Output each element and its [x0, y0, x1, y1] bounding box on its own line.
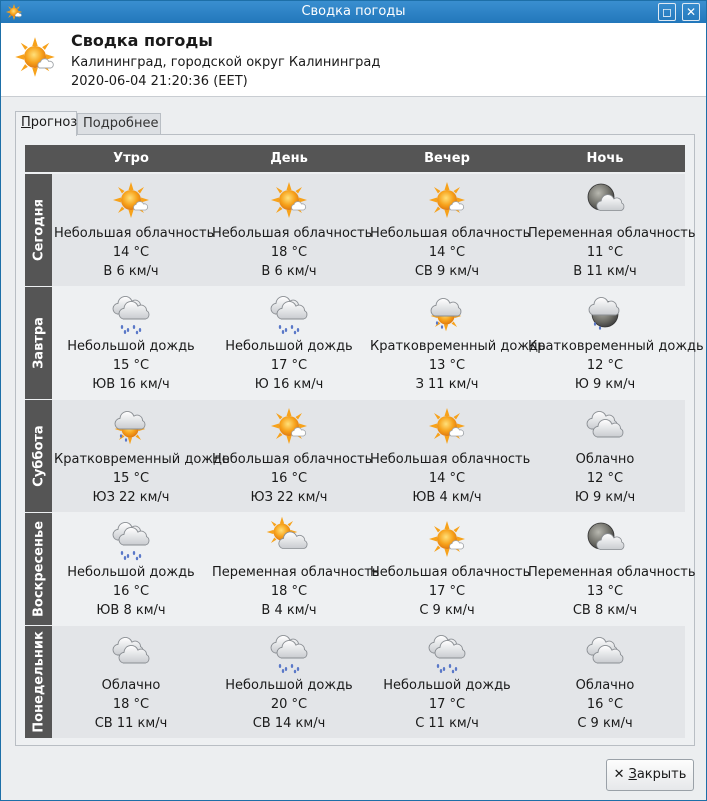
forecast-cell-night — [526, 400, 684, 512]
tab-details[interactable]: Подробнее — [77, 113, 161, 135]
window-close-button[interactable]: ✕ — [682, 3, 700, 21]
condition-label: Небольшая облачность — [212, 452, 373, 467]
temperature-label: 16 °C — [586, 697, 624, 712]
sun-few-clouds-icon — [111, 180, 151, 220]
wind-label: Ю 9 км/ч — [574, 490, 636, 505]
condition-label: Кратковременный дождь — [370, 339, 546, 354]
forecast-row — [25, 174, 696, 286]
tab-forecast-label: рогноз — [30, 115, 78, 130]
forecast-panel — [15, 134, 704, 746]
moon-showers-icon — [585, 293, 625, 333]
forecast-cell-evening — [368, 513, 531, 625]
temperature-label: 14 °C — [428, 471, 466, 486]
wind-label: С 9 км/ч — [419, 603, 475, 618]
forecast-cell-evening — [368, 626, 526, 738]
day-label-band — [25, 287, 52, 399]
wind-label: В 6 км/ч — [103, 264, 159, 279]
wind-label: ЮЗ 22 км/ч — [250, 490, 328, 505]
close-label: акрыть — [636, 767, 687, 782]
temperature-label: 13 °C — [586, 584, 624, 599]
app-sun-icon — [5, 3, 23, 21]
day-label-band — [25, 513, 52, 625]
condition-label: Небольшой дождь — [67, 565, 195, 580]
cloud-rain-icon — [111, 293, 151, 333]
condition-label: Переменная облачность — [212, 565, 380, 580]
forecast-cell-evening — [368, 400, 531, 512]
day-label-band — [25, 626, 52, 738]
temperature-label: 18 °C — [112, 697, 150, 712]
wind-label: ЮЗ 22 км/ч — [92, 490, 170, 505]
forecast-cell-night — [526, 174, 696, 286]
condition-label: Переменная облачность — [528, 226, 696, 241]
cloudy-icon — [111, 632, 151, 672]
day-label-band — [25, 400, 52, 512]
day-label-band — [25, 174, 52, 286]
forecast-row — [25, 287, 704, 399]
day-label: Завтра — [31, 317, 46, 369]
window-title: Сводка погоды — [301, 4, 406, 19]
wind-label: Ю 9 км/ч — [574, 377, 636, 392]
close-mnemonic: З — [628, 767, 637, 782]
temperature-label: 14 °C — [428, 245, 466, 260]
title-bar[interactable] — [1, 1, 706, 23]
day-label: Суббота — [31, 425, 46, 487]
condition-label: Облачно — [101, 678, 161, 693]
condition-label: Небольшая облачность — [370, 226, 531, 241]
column-header-row — [25, 145, 685, 172]
sun-showers-icon — [427, 293, 467, 333]
moon-clouds-icon — [585, 180, 625, 220]
sun-partly-cloudy-icon — [269, 519, 309, 559]
forecast-cell-day — [210, 400, 373, 512]
forecast-cell-morning — [52, 287, 210, 399]
close-button[interactable] — [606, 759, 694, 791]
temperature-label: 15 °C — [112, 471, 150, 486]
column-header-day: День — [270, 151, 308, 166]
condition-label: Небольшой дождь — [225, 339, 353, 354]
condition-label: Облачно — [575, 678, 635, 693]
forecast-cell-morning — [52, 513, 210, 625]
temperature-label: 17 °C — [270, 358, 308, 373]
cloud-rain-icon — [427, 632, 467, 672]
location-label: Калининград, городской округ Калининград — [71, 55, 381, 70]
sun-showers-icon — [111, 406, 151, 446]
forecast-cell-night — [526, 513, 696, 625]
day-label: Понедельник — [31, 631, 46, 733]
wind-label: В 6 км/ч — [261, 264, 317, 279]
header-title: Сводка погоды — [71, 31, 213, 50]
forecast-cell-night — [526, 287, 704, 399]
forecast-cells — [52, 174, 696, 286]
wind-label: З 11 км/ч — [415, 377, 479, 392]
close-x-icon: ✕ — [613, 767, 625, 782]
column-header-morning: Утро — [113, 151, 149, 166]
condition-label: Переменная облачность — [528, 565, 696, 580]
condition-label: Кратковременный дождь — [528, 339, 704, 354]
temperature-label: 12 °C — [586, 471, 624, 486]
forecast-cells — [52, 400, 685, 512]
forecast-cell-day — [210, 287, 368, 399]
wind-label: СВ 9 км/ч — [414, 264, 480, 279]
sun-few-clouds-icon — [269, 406, 309, 446]
forecast-row — [25, 626, 685, 738]
condition-label: Небольшая облачность — [370, 452, 531, 467]
temperature-label: 18 °C — [270, 245, 308, 260]
forecast-cell-morning — [52, 174, 215, 286]
forecast-cell-evening — [368, 287, 546, 399]
temperature-label: 13 °C — [428, 358, 466, 373]
condition-label: Облачно — [575, 452, 635, 467]
forecast-cell-day — [210, 626, 368, 738]
temperature-label: 16 °C — [270, 471, 308, 486]
column-header-night: Ночь — [586, 151, 624, 166]
wind-label: ЮВ 4 км/ч — [412, 490, 482, 505]
forecast-cell-morning — [52, 626, 210, 738]
column-header-evening: Вечер — [424, 151, 470, 166]
sun-few-clouds-icon — [427, 406, 467, 446]
cloudy-icon — [585, 632, 625, 672]
sun-few-clouds-icon — [269, 180, 309, 220]
forecast-row — [25, 400, 685, 512]
cloud-rain-icon — [269, 632, 309, 672]
tab-forecast-mnemonic: П — [21, 115, 31, 130]
temperature-label: 20 °C — [270, 697, 308, 712]
forecast-cell-evening — [368, 174, 531, 286]
forecast-cell-night — [526, 626, 684, 738]
cloud-rain-icon — [269, 293, 309, 333]
forecast-cell-day — [210, 513, 380, 625]
wind-label: Ю 16 км/ч — [254, 377, 324, 392]
forecast-cells — [52, 513, 696, 625]
forecast-cell-morning — [52, 400, 230, 512]
temperature-label: 15 °C — [112, 358, 150, 373]
cloudy-icon — [585, 406, 625, 446]
temperature-label: 17 °C — [428, 697, 466, 712]
condition-label: Небольшой дождь — [67, 339, 195, 354]
condition-label: Небольшой дождь — [383, 678, 511, 693]
temperature-label: 14 °C — [112, 245, 150, 260]
sun-few-clouds-icon — [427, 180, 467, 220]
wind-label: С 11 км/ч — [415, 716, 479, 731]
condition-label: Небольшая облачность — [54, 226, 215, 241]
temperature-label: 18 °C — [270, 584, 308, 599]
sun-few-clouds-icon — [427, 519, 467, 559]
day-label: Сегодня — [31, 199, 46, 261]
condition-label: Небольшой дождь — [225, 678, 353, 693]
current-weather-icon — [13, 35, 57, 79]
wind-label: ЮВ 16 км/ч — [92, 377, 170, 392]
restore-button[interactable]: ◻ — [658, 3, 676, 21]
moon-clouds-icon — [585, 519, 625, 559]
forecast-cells — [52, 626, 685, 738]
forecast-cell-day — [210, 174, 373, 286]
temperature-label: 17 °C — [428, 584, 466, 599]
condition-label: Небольшая облачность — [370, 565, 531, 580]
forecast-cells — [52, 287, 704, 399]
temperature-label: 11 °C — [586, 245, 624, 260]
timestamp-label: 2020-06-04 21:20:36 (EET) — [71, 74, 248, 89]
temperature-label: 12 °C — [586, 358, 624, 373]
condition-label: Кратковременный дождь — [54, 452, 230, 467]
cloud-rain-icon — [111, 519, 151, 559]
wind-label: ЮВ 8 км/ч — [96, 603, 166, 618]
wind-label: В 11 км/ч — [573, 264, 637, 279]
tab-forecast[interactable] — [15, 111, 77, 136]
wind-label: В 4 км/ч — [261, 603, 317, 618]
forecast-row — [25, 513, 696, 625]
temperature-label: 16 °C — [112, 584, 150, 599]
condition-label: Небольшая облачность — [212, 226, 373, 241]
summary-header — [1, 23, 706, 97]
day-label: Воскресенье — [31, 520, 46, 618]
wind-label: С 9 км/ч — [577, 716, 633, 731]
wind-label: СВ 14 км/ч — [252, 716, 326, 731]
wind-label: СВ 11 км/ч — [94, 716, 168, 731]
wind-label: СВ 8 км/ч — [572, 603, 638, 618]
